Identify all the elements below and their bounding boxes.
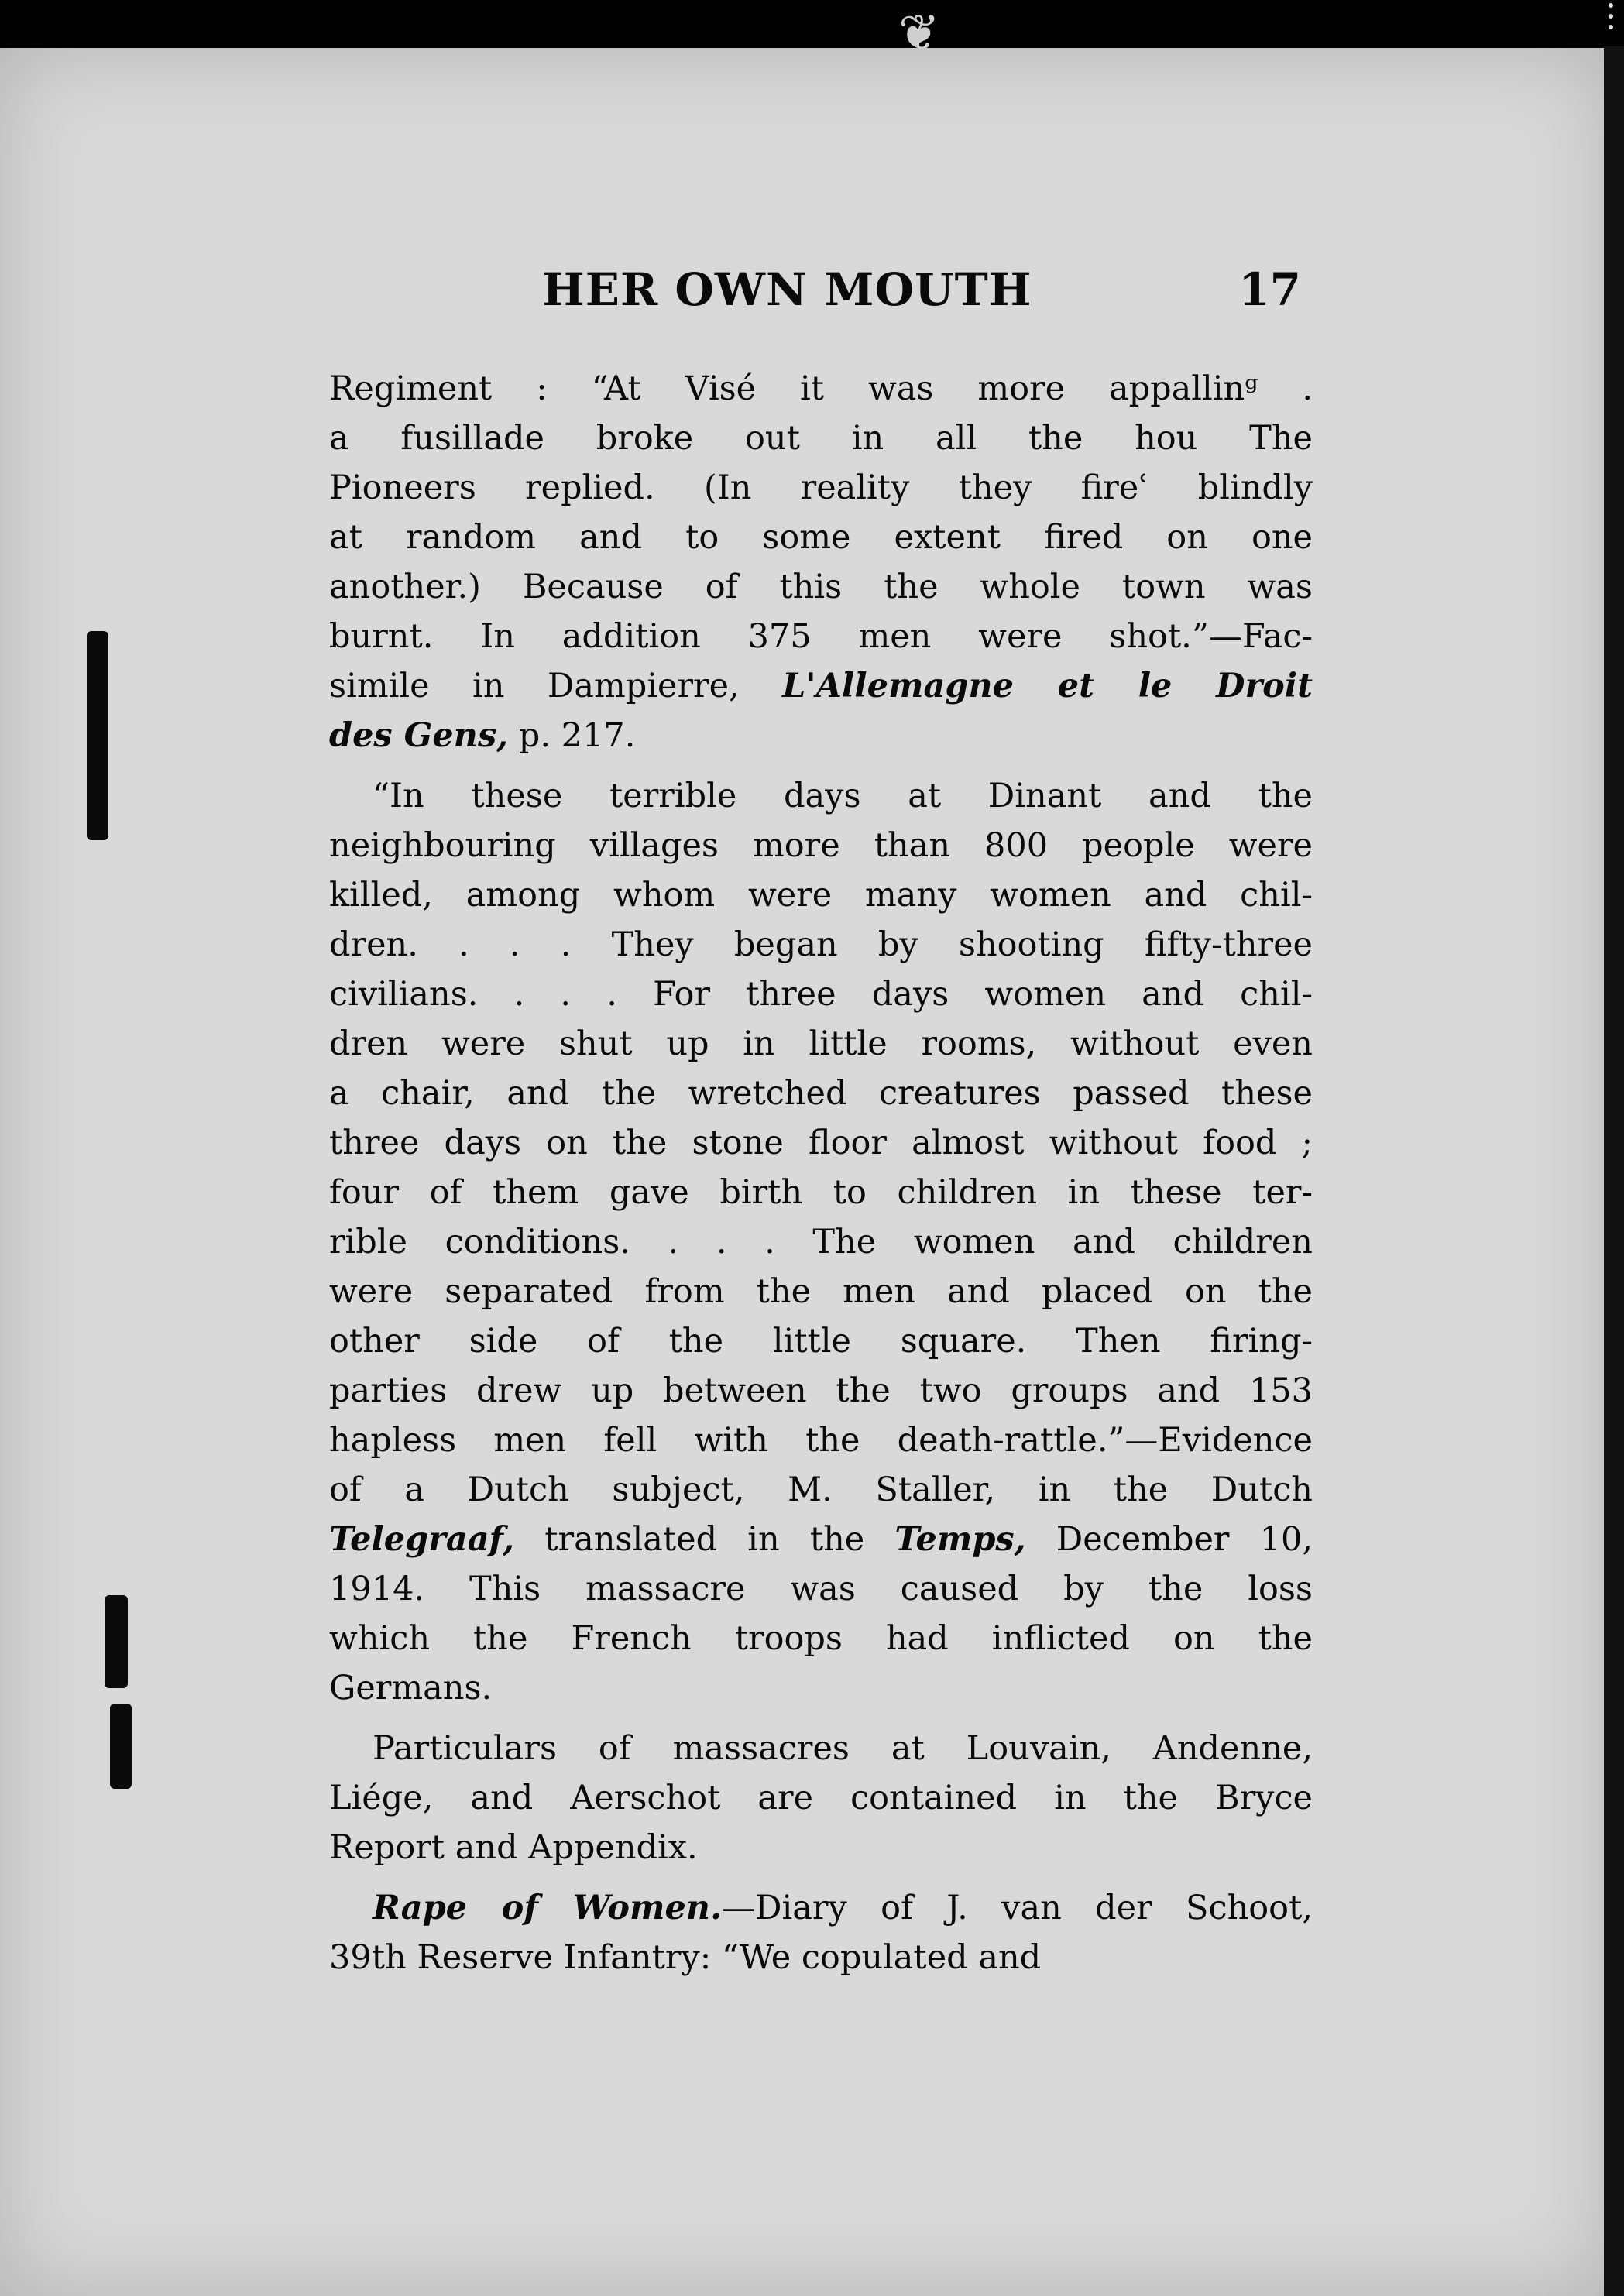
text-line: other side of the little square. Then firing- bbox=[329, 1322, 1313, 1361]
text-line: Pioneers replied. (In reality they fireʿ blindly bbox=[329, 468, 1313, 507]
text-line: Particulars of massacres at Louvain, Andenne, bbox=[373, 1729, 1313, 1768]
page-header bbox=[341, 263, 1301, 325]
text-line: civilians. . . . For three days women and chil- bbox=[329, 975, 1313, 1014]
page-number: 17 bbox=[1238, 263, 1301, 316]
paragraph bbox=[329, 1724, 1313, 1872]
binding-mark-bottom bbox=[110, 1704, 132, 1789]
body-text bbox=[329, 364, 1313, 1982]
text-line: dren were shut up in little rooms, without even bbox=[329, 1024, 1313, 1063]
page-edge bbox=[1604, 46, 1624, 2296]
text-line: simile in Dampierre, L'Allemagne et le Droit bbox=[329, 667, 1313, 705]
scan-dots bbox=[1609, 3, 1615, 34]
binding-mark-middle bbox=[105, 1595, 128, 1688]
text-line: of a Dutch subject, M. Staller, in the Dutch bbox=[329, 1471, 1313, 1509]
text-line: a fusillade broke out in all the hou The bbox=[329, 419, 1313, 458]
paragraph bbox=[329, 1883, 1313, 1982]
text-line: four of them gave birth to children in these ter- bbox=[329, 1173, 1313, 1212]
text-line: dren. . . . They began by shooting fifty-three bbox=[329, 925, 1313, 964]
text-line: neighbouring villages more than 800 people were bbox=[329, 826, 1313, 865]
text-line: 1914. This massacre was caused by the loss bbox=[329, 1570, 1313, 1608]
text-line: des Gens, p. 217. bbox=[329, 716, 636, 755]
text-line: “In these terrible days at Dinant and the bbox=[373, 777, 1313, 815]
paragraph-gap bbox=[329, 1872, 1313, 1883]
text-line: Report and Appendix. bbox=[329, 1828, 698, 1867]
paragraph-gap bbox=[329, 1713, 1313, 1724]
text-line: which the French troops had inflicted on the bbox=[329, 1619, 1313, 1658]
scan-mark: ❦ bbox=[898, 5, 940, 62]
text-line: another.) Because of this the whole town was bbox=[329, 568, 1313, 606]
text-line: at random and to some extent fired on one bbox=[329, 518, 1313, 557]
text-line: Rape of Women.—Diary of J. van der Schoot, bbox=[373, 1889, 1313, 1927]
text-line: Germans. bbox=[329, 1669, 493, 1707]
text-line: Liége, and Aerschot are contained in the Bryce bbox=[329, 1779, 1313, 1817]
paragraph bbox=[329, 364, 1313, 760]
paragraph bbox=[329, 771, 1313, 1713]
binding-mark-top bbox=[87, 631, 108, 840]
text-line: hapless men fell with the death-rattle.”—Evidence bbox=[329, 1421, 1313, 1460]
running-head: HER OWN MOUTH bbox=[542, 263, 1032, 316]
text-line: were separated from the men and placed on the bbox=[329, 1272, 1313, 1311]
text-line: a chair, and the wretched creatures passed these bbox=[329, 1074, 1313, 1113]
text-line: parties drew up between the two groups and 153 bbox=[329, 1371, 1313, 1410]
text-line: three days on the stone floor almost without food ; bbox=[329, 1124, 1313, 1162]
text-line: 39th Reserve Infantry: “We copulated and bbox=[329, 1938, 1042, 1977]
paragraph-gap bbox=[329, 760, 1313, 771]
text-line: burnt. In addition 375 men were shot.”—Fac- bbox=[329, 617, 1313, 656]
text-line: rible conditions. . . . The women and children bbox=[329, 1223, 1313, 1261]
text-line: Regiment : “At Visé it was more appallinᵍ . bbox=[329, 369, 1313, 408]
text-line: killed, among whom were many women and chil- bbox=[329, 876, 1313, 915]
text-line: Telegraaf, translated in the Temps, December 10, bbox=[329, 1520, 1313, 1559]
